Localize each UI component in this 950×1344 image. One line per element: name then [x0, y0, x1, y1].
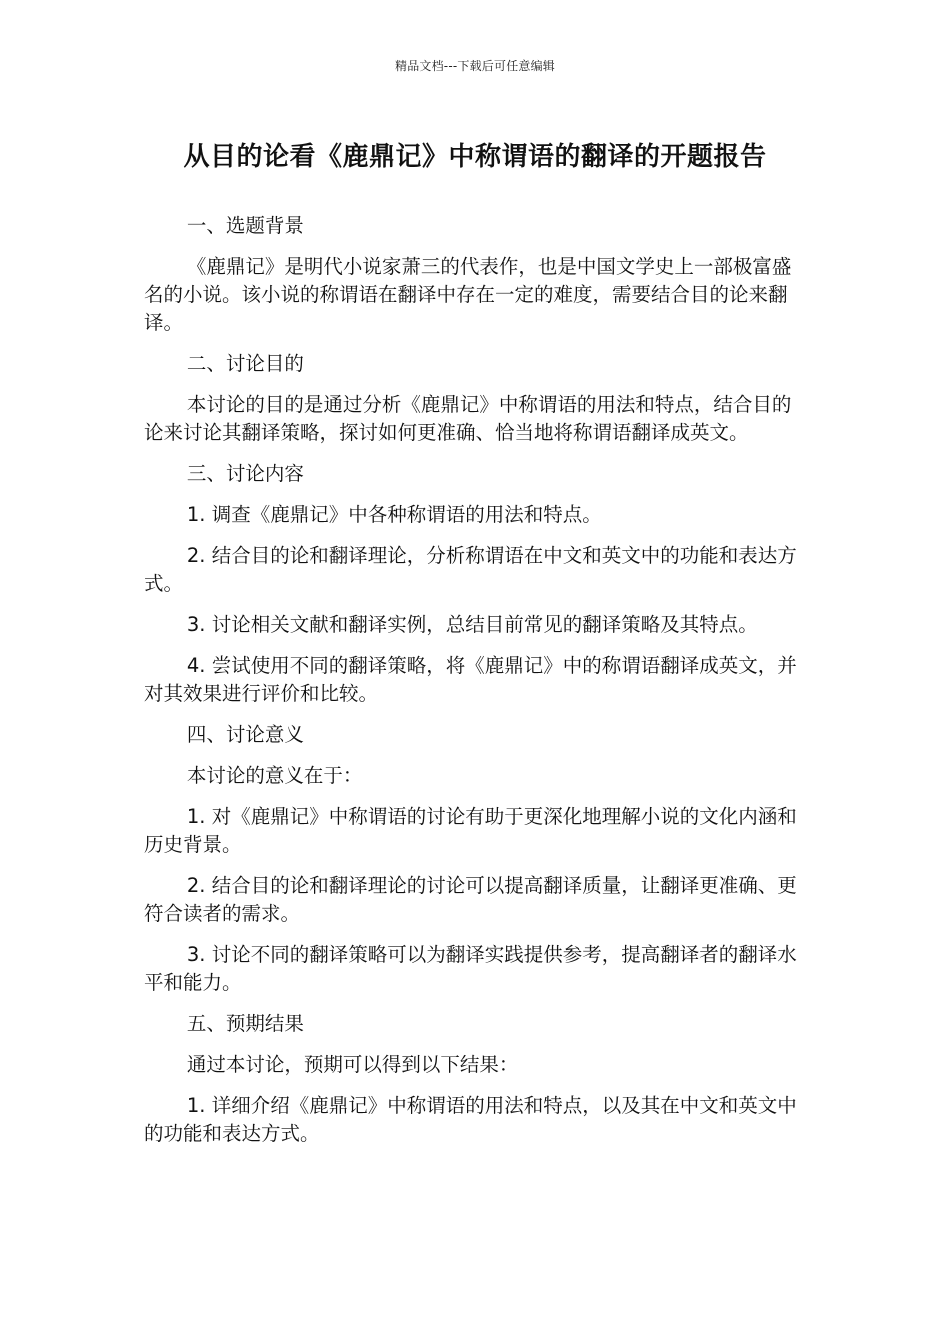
list-item-content-1: 1. 调查《鹿鼎记》中各种称谓语的用法和特点。	[186, 503, 602, 526]
document-title: 从目的论看《鹿鼎记》中称谓语的翻译的开题报告	[183, 142, 767, 172]
section-heading-significance: 四、讨论意义	[186, 723, 304, 746]
paragraph-background: 《鹿鼎记》是明代小说家萧三的代表作，也是中国文学史上一部极富盛名的小说。该小说的称谓语在翻译中存在一定的难度，需要结合目的论来翻译。	[144, 255, 792, 334]
list-item-content-2: 2. 结合目的论和翻译理论，分析称谓语在中文和英文中的功能和表达方式。	[144, 544, 797, 595]
page-header: 精品文档---下载后可任意编辑	[395, 59, 555, 73]
list-item-content-3: 3. 讨论相关文献和翻译实例，总结目前常见的翻译策略及其特点。	[186, 613, 758, 636]
paragraph-significance-intro: 本讨论的意义在于：	[186, 764, 363, 787]
section-heading-content: 三、讨论内容	[186, 462, 304, 485]
section-heading-expected-results: 五、预期结果	[186, 1012, 304, 1035]
list-item-content-4: 4. 尝试使用不同的翻译策略，将《鹿鼎记》中的称谓语翻译成英文，并对其效果进行评价和比较。	[144, 654, 797, 705]
list-item-significance-1: 1. 对《鹿鼎记》中称谓语的讨论有助于更深化地理解小说的文化内涵和历史背景。	[144, 805, 797, 856]
list-item-expected-1: 1. 详细介绍《鹿鼎记》中称谓语的用法和特点，以及其在中文和英文中的功能和表达方式。	[144, 1094, 797, 1145]
paragraph-purpose: 本讨论的目的是通过分析《鹿鼎记》中称谓语的用法和特点，结合目的论来讨论其翻译策略，探讨如何更准确、恰当地将称谓语翻译成英文。	[144, 393, 792, 444]
section-heading-background: 一、选题背景	[186, 214, 304, 237]
paragraph-expected-intro: 通过本讨论，预期可以得到以下结果：	[186, 1053, 519, 1076]
section-heading-purpose: 二、讨论目的	[186, 352, 304, 375]
list-item-significance-3: 3. 讨论不同的翻译策略可以为翻译实践提供参考，提高翻译者的翻译水平和能力。	[144, 943, 797, 994]
document-body	[144, 212, 808, 1161]
list-item-significance-2: 2. 结合目的论和翻译理论的讨论可以提高翻译质量，让翻译更准确、更符合读者的需求。	[144, 874, 797, 925]
